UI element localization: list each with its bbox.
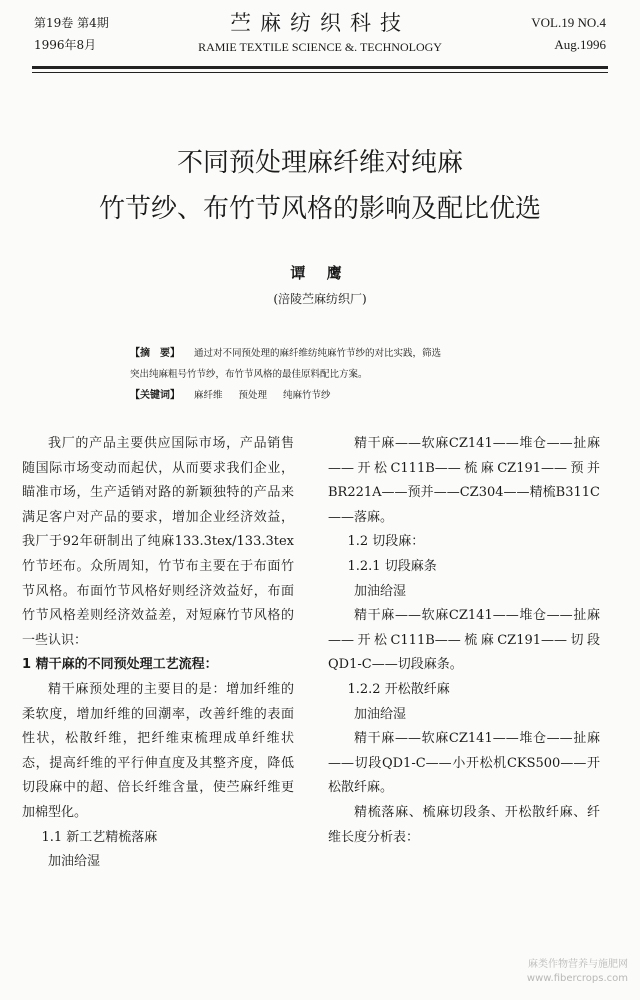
article-title (0, 140, 640, 232)
keyword: 预处理 (238, 390, 268, 401)
journal-title-cn: 苎麻纺织科技 (230, 11, 410, 35)
abstract-block (130, 343, 515, 406)
date-cn: 1996年8月 (34, 38, 97, 52)
section-heading-1: 1 精干麻的不同预处理工艺流程： (22, 657, 218, 673)
table-intro-paragraph: 精梳落麻、梳麻切段条、开松散纤麻、纤维长度分析表： (328, 804, 600, 845)
process-note: 加油给湿 (354, 706, 407, 722)
process-flow-1-1: 精干麻——软麻CZ141——堆仓——扯麻——开松C111B——梳麻CZ191——预并BR221A——预并——CZ304——精梳B311C——落麻。 (328, 436, 600, 525)
watermark (527, 958, 628, 986)
subsection-heading-1-2-1: 1.2.1 切段麻条 (347, 558, 437, 574)
process-note: 加油给湿 (48, 854, 101, 870)
process-note: 加油给湿 (354, 583, 407, 599)
keyword: 麻纤维 (194, 390, 223, 401)
abstract-line-2: 突出纯麻粗号竹节纱，布竹节风格的最佳原料配比方案。 (130, 369, 368, 380)
header-left (34, 12, 109, 56)
abstract-row-1 (130, 343, 515, 364)
keyword: 纯麻竹节纱 (283, 390, 331, 401)
affiliation: (涪陵苎麻纺织厂) (273, 292, 367, 306)
process-flow-1-2-1: 精干麻——软麻CZ141——堆仓——扯麻——开松C111B——梳麻CZ191——切段QD1-C——切段麻条。 (328, 608, 600, 673)
header-right (531, 12, 606, 56)
body-column-right (328, 432, 600, 850)
journal-title-en: RAMIE TEXTILE SCIENCE &. TECHNOLOGY (198, 40, 442, 54)
author: 谭 鹰 (290, 264, 350, 282)
title-line-2: 竹节纱、布竹节风格的影响及配比优选 (98, 194, 541, 224)
intro-paragraph: 我厂的产品主要供应国际市场，产品销售随国际市场变动而起伏，从而要求我们企业，瞄准市场，生产适销对路的新颖独特的产品来满足客户对产品的要求，增加企业经济效益，我厂于92年研制出了纯麻133.3tex/133.3tex竹节坯布。众所周知，竹节布主要在于布面竹节风格。布面竹节风格好则经济效益好，布面竹节风格差则经济效益差，对短麻竹节风格的一些认识： (22, 436, 294, 648)
body-column-left (22, 432, 294, 875)
date-en: Aug.1996 (554, 37, 606, 52)
volume-issue-en: VOL.19 NO.4 (531, 15, 606, 30)
keywords-row (130, 385, 515, 406)
subsection-heading-1-2: 1.2 切段麻： (347, 534, 425, 550)
watermark-line-1: 麻类作物营养与施肥网 (528, 959, 628, 970)
section-1-paragraph: 精干麻预处理的主要目的是：增加纤维的柔软度，增加纤维的回潮率，改善纤维的表面性状，松散纤维，把纤维束梳理成单纤维状态，提高纤维的平行伸直度及其整齐度，降低切段麻中的超、倍长纤维含量，使苎麻纤维更加棉型化。 (22, 681, 294, 820)
subsection-heading-1-1: 1.1 新工艺精梳落麻 (41, 829, 158, 845)
title-line-1: 不同预处理麻纤维对纯麻 (176, 148, 463, 178)
subsection-heading-1-2-2: 1.2.2 开松散纤麻 (347, 681, 450, 697)
abstract-label: 【摘 要】 (130, 348, 180, 359)
header-center (170, 10, 470, 56)
keywords-label: 【关键词】 (130, 390, 180, 401)
header-rule-thin (32, 72, 608, 73)
abstract-line-1: 通过对不同预处理的麻纤维纺纯麻竹节纱的对比实践，筛选 (194, 348, 442, 359)
watermark-line-2: www.fibercrops.com (526, 973, 628, 984)
header-rule-thick (32, 66, 608, 69)
volume-issue-cn: 第19卷 第4期 (34, 16, 109, 30)
process-flow-1-2-2: 精干麻——软麻CZ141——堆仓——扯麻——切段QD1-C——小开松机CKS500——开松散纤麻。 (328, 731, 600, 796)
